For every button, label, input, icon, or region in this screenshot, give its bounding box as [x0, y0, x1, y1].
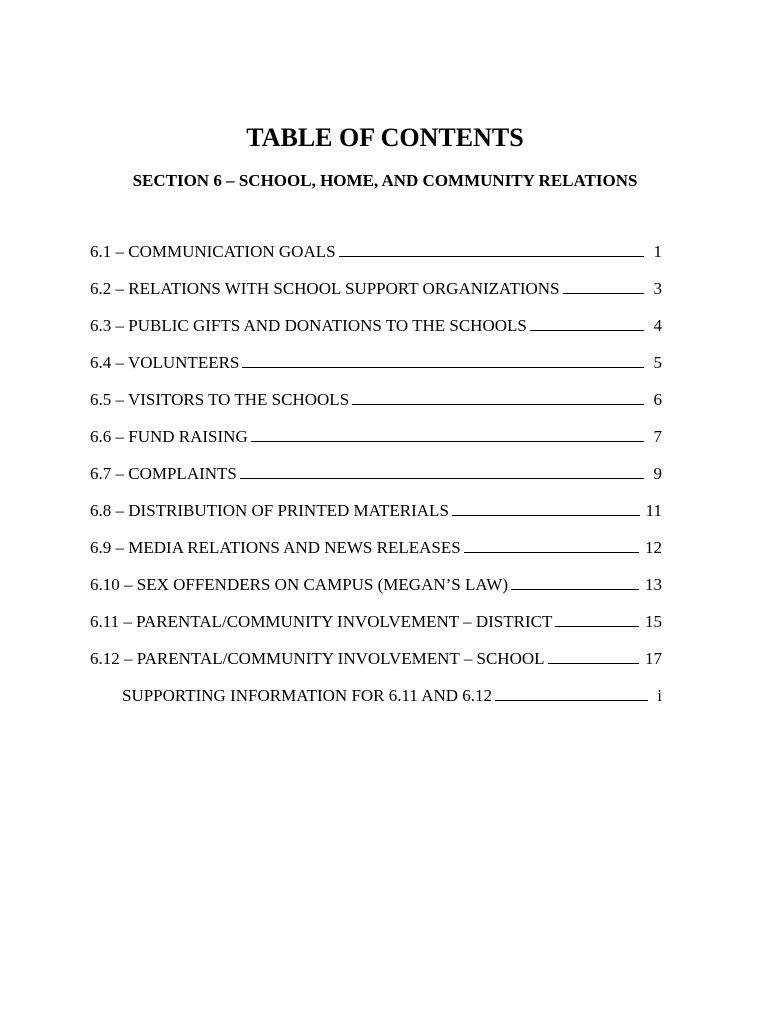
toc-leader-line — [251, 426, 644, 442]
toc-entry-label: 6.5 – VISITORS TO THE SCHOOLS — [90, 390, 350, 409]
toc-leader-line — [242, 352, 644, 368]
toc-entry-6-5 — [90, 388, 662, 425]
toc-leader-line — [339, 241, 644, 257]
toc-entry-6-6 — [90, 425, 662, 462]
toc-entry-6-11 — [90, 610, 662, 647]
toc-page-number: 1 — [653, 242, 662, 261]
toc-entry-6-7 — [90, 462, 662, 499]
toc-entry-label: 6.1 – COMMUNICATION GOALS — [90, 242, 336, 261]
toc-entry-6-9 — [90, 536, 662, 573]
toc-leader-line — [563, 278, 645, 294]
toc-leader-line — [511, 574, 639, 590]
toc-entry-label: 6.4 – VOLUNTEERS — [90, 353, 240, 372]
toc-entry-label: SUPPORTING INFORMATION FOR 6.11 AND 6.12 — [122, 686, 493, 705]
toc-leader-line — [464, 537, 639, 553]
section-subtitle: SECTION 6 – SCHOOL, HOME, AND COMMUNITY RELATIONS — [132, 171, 638, 190]
toc-entry-6-1 — [90, 240, 662, 277]
toc-entry-6-3 — [90, 314, 662, 351]
toc-entry-6-4 — [90, 351, 662, 388]
toc-page-number: 15 — [645, 612, 662, 631]
toc-entry-supporting-information — [90, 684, 662, 721]
toc-leader-line — [495, 685, 648, 701]
toc-entry-6-2 — [90, 277, 662, 314]
toc-page-number: 3 — [653, 279, 662, 298]
toc-page-number: 7 — [653, 427, 662, 446]
toc-leader-line — [452, 500, 640, 516]
toc-page-number: 5 — [653, 353, 662, 372]
toc-entry-label: 6.10 – SEX OFFENDERS ON CAMPUS (MEGAN’S LAW) — [90, 575, 509, 594]
toc-leader-line — [555, 611, 639, 627]
page-title: TABLE OF CONTENTS — [246, 123, 524, 152]
toc-entry-label: 6.6 – FUND RAISING — [90, 427, 248, 446]
toc-page-number: 6 — [653, 390, 662, 409]
toc-page-number: 13 — [645, 575, 662, 594]
toc-entry-label: 6.2 – RELATIONS WITH SCHOOL SUPPORT ORGANIZATIONS — [90, 279, 560, 298]
toc-page-number: 4 — [653, 316, 662, 335]
toc-entry-6-12 — [90, 647, 662, 684]
table-of-contents — [90, 240, 662, 721]
toc-page-number: 11 — [645, 501, 662, 520]
toc-entry-label: 6.7 – COMPLAINTS — [90, 464, 237, 483]
toc-leader-line — [530, 315, 644, 331]
toc-page-number: i — [657, 686, 662, 705]
toc-entry-label: 6.11 – PARENTAL/COMMUNITY INVOLVEMENT – DISTRICT — [90, 612, 553, 631]
toc-leader-line — [352, 389, 644, 405]
toc-entry-label: 6.9 – MEDIA RELATIONS AND NEWS RELEASES — [90, 538, 461, 557]
toc-page-number: 9 — [653, 464, 662, 483]
toc-entry-label: 6.8 – DISTRIBUTION OF PRINTED MATERIALS — [90, 501, 449, 520]
toc-entry-label: 6.12 – PARENTAL/COMMUNITY INVOLVEMENT – SCHOOL — [90, 649, 545, 668]
toc-entry-label: 6.3 – PUBLIC GIFTS AND DONATIONS TO THE SCHOOLS — [90, 316, 527, 335]
toc-page-number: 17 — [645, 649, 662, 668]
toc-leader-line — [548, 648, 639, 664]
toc-entry-6-8 — [90, 499, 662, 536]
toc-page-number: 12 — [645, 538, 662, 557]
toc-leader-line — [240, 463, 644, 479]
toc-entry-6-10 — [90, 573, 662, 610]
